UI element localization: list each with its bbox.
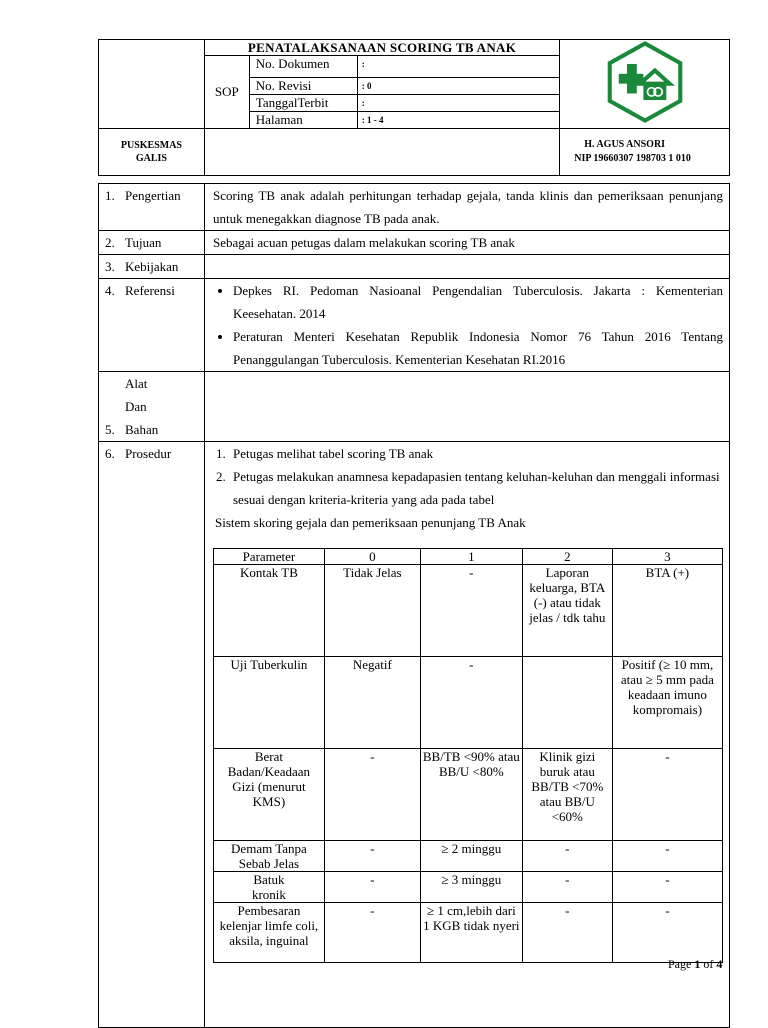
section-number: 4.	[105, 283, 115, 298]
scoring-row	[214, 841, 723, 872]
reference-list	[213, 279, 723, 371]
document-header	[98, 39, 730, 176]
field-label: TanggalTerbit	[249, 95, 357, 112]
scoring-parameter: Uji Tuberkulin	[214, 657, 325, 749]
section-label: Alat Dan Bahan	[125, 376, 159, 437]
scoring-cell: Negatif	[324, 657, 420, 749]
footer-total-pages: 4	[716, 957, 723, 971]
scoring-row	[214, 565, 723, 657]
scoring-cell: -	[324, 903, 420, 963]
scoring-cell: -	[612, 872, 722, 903]
footer-current-page: 1	[694, 957, 701, 971]
field-value: :	[357, 56, 560, 78]
field-label: No. Revisi	[249, 78, 357, 95]
scoring-cell: -	[324, 872, 420, 903]
field-label: No. Dokumen	[249, 56, 357, 78]
field-label: Halaman	[249, 112, 357, 129]
reference-item: • Peraturan Menteri Kesehatan Republik Indonesia Nomor 76 Tahun 2016 Tentang Penanggulangan Tuberculosis. Kementerian Kesehatan RI.2016	[233, 325, 723, 371]
header-blank-middle	[204, 129, 559, 176]
scoring-table	[213, 548, 723, 963]
section-number: 6.	[105, 446, 115, 461]
section-prosedur	[99, 442, 730, 1028]
section-text	[205, 255, 730, 279]
sop-body-table	[98, 183, 730, 1028]
scoring-cell: -	[522, 841, 612, 872]
section-referensi	[99, 279, 730, 372]
scoring-cell: -	[612, 749, 722, 841]
sop-label: SOP	[204, 56, 249, 129]
footer-prefix: Page	[668, 957, 695, 971]
scoring-row	[214, 749, 723, 841]
section-number: 5.	[105, 422, 115, 437]
signer-name: H. AGUS ANSORI	[584, 139, 666, 150]
header-blank-left	[99, 40, 205, 129]
scoring-cell: -	[324, 841, 420, 872]
scoring-cell: -	[420, 657, 522, 749]
scoring-header: 0	[324, 549, 420, 565]
section-label: Prosedur	[125, 446, 172, 461]
section-label: Kebijakan	[125, 259, 179, 274]
scoring-cell: ≥ 1 cm,lebih dari 1 KGB tidak nyeri	[420, 903, 522, 963]
scoring-cell: ≥ 2 minggu	[420, 841, 522, 872]
org-line2: GALIS	[135, 153, 167, 164]
field-value: :	[357, 95, 560, 112]
scoring-cell	[522, 657, 612, 749]
section-kebijakan	[99, 255, 730, 279]
section-pengertian	[99, 184, 730, 231]
scoring-cell: -	[612, 903, 722, 963]
scoring-cell: -	[324, 749, 420, 841]
scoring-cell: -	[522, 872, 612, 903]
scoring-cell: -	[522, 903, 612, 963]
section-tujuan	[99, 231, 730, 255]
puskesmas-logo-icon	[604, 41, 686, 123]
scoring-parameter: Kontak TB	[214, 565, 325, 657]
scoring-cell: -	[420, 565, 522, 657]
signer-nip: NIP 19660307 198703 1 010	[574, 153, 691, 164]
section-number: 2.	[105, 235, 115, 250]
procedure-step: 2. Petugas melakukan anamnesa kepadapasien tentang keluhan-keluhan dan menggali informasi sesuai dengan kriteria-kriteria yang ada pada tabel	[229, 465, 723, 511]
scoring-cell: BB/TB <90% atau BB/U <80%	[420, 749, 522, 841]
puskesmas-logo	[560, 40, 730, 129]
section-label: Tujuan	[125, 235, 162, 250]
scoring-header-row	[214, 549, 723, 565]
section-number: 3.	[105, 259, 115, 274]
org-line1: PUSKESMAS	[120, 140, 182, 151]
procedure-step: 1. Petugas melihat tabel scoring TB anak	[229, 442, 723, 465]
scoring-header: Parameter	[214, 549, 325, 565]
organization-name	[99, 129, 205, 176]
section-label: Pengertian	[125, 188, 181, 203]
scoring-cell: BTA (+)	[612, 565, 722, 657]
scoring-cell: Positif (≥ 10 mm, atau ≥ 5 mm pada keadaan imuno kompromais)	[612, 657, 722, 749]
document-title: PENATALAKSANAAN SCORING TB ANAK	[204, 40, 559, 56]
footer-middle: of	[700, 957, 717, 971]
field-value: : 0	[357, 78, 560, 95]
scoring-row	[214, 903, 723, 963]
section-label: Referensi	[125, 283, 175, 298]
scoring-subtitle: Sistem skoring gejala dan pemeriksaan penunjang TB Anak	[215, 515, 526, 530]
scoring-header: 2	[522, 549, 612, 565]
scoring-cell: -	[612, 841, 722, 872]
reference-item: • Depkes RI. Pedoman Nasioanal Pengendalian Tuberculosis. Jakarta : Kementerian Keesehatan. 2014	[233, 279, 723, 325]
scoring-parameter: Demam Tanpa Sebab Jelas	[214, 841, 325, 872]
section-text: Scoring TB anak adalah perhitungan terhadap gejala, tanda klinis dan pemeriksaan penunjang untuk menegakkan diagnose TB pada anak.	[205, 184, 730, 231]
scoring-row	[214, 657, 723, 749]
scoring-row	[214, 872, 723, 903]
scoring-parameter: Pembesaran kelenjar limfe coli, aksila, inguinal	[214, 903, 325, 963]
scoring-cell: Laporan keluarga, BTA (-) atau tidak jelas / tdk tahu	[522, 565, 612, 657]
section-text: Sebagai acuan petugas dalam melakukan scoring TB anak	[205, 231, 730, 255]
scoring-cell: ≥ 3 minggu	[420, 872, 522, 903]
scoring-header: 3	[612, 549, 722, 565]
scoring-header: 1	[420, 549, 522, 565]
section-text	[205, 372, 730, 442]
field-value: : 1 - 4	[357, 112, 560, 129]
scoring-parameter: Berat Badan/Keadaan Gizi (menurut KMS)	[214, 749, 325, 841]
page-footer	[668, 957, 722, 972]
scoring-parameter: Batuk kronik	[214, 872, 325, 903]
procedure-steps	[207, 442, 723, 511]
scoring-cell: Tidak Jelas	[324, 565, 420, 657]
section-number: 1.	[105, 188, 115, 203]
signer-block	[560, 129, 730, 176]
scoring-cell: Klinik gizi buruk atau BB/TB <70% atau BB/U <60%	[522, 749, 612, 841]
section-alat-bahan	[99, 372, 730, 442]
